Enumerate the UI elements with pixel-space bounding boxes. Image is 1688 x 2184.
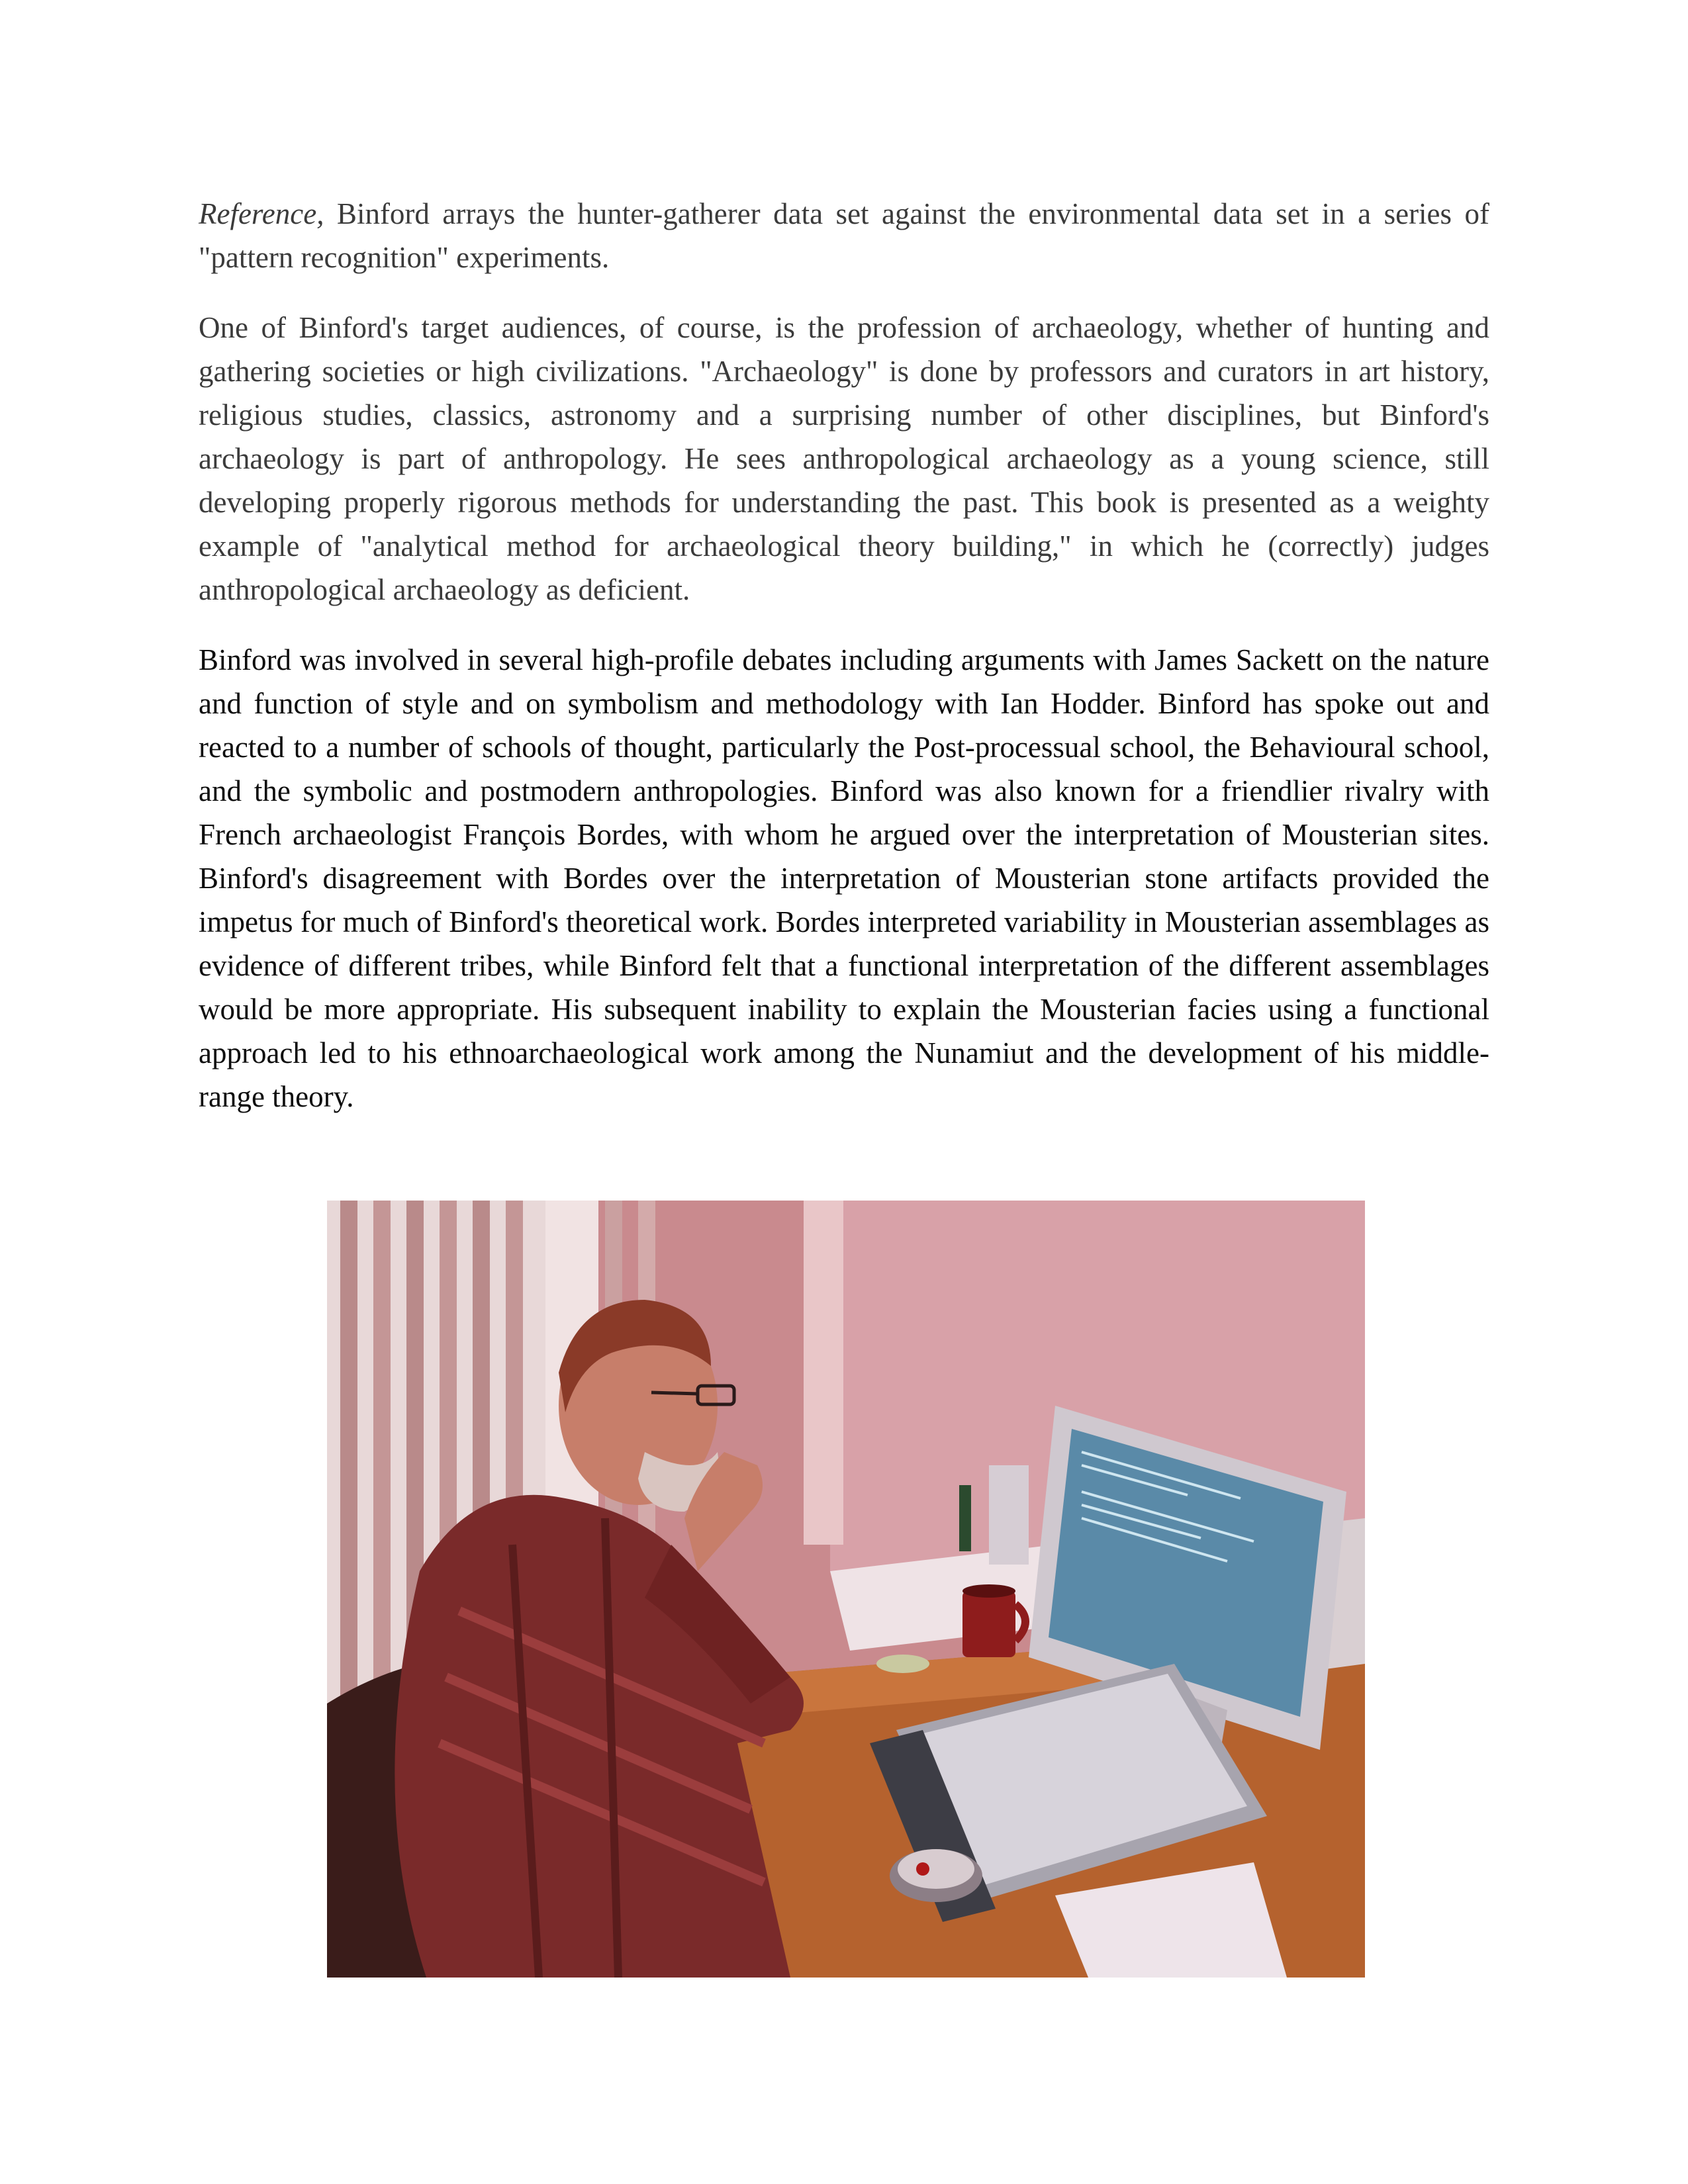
photo-man-at-computer bbox=[327, 1201, 1365, 1978]
bowl bbox=[890, 1849, 982, 1902]
green-device bbox=[959, 1485, 971, 1551]
door-frame bbox=[804, 1201, 843, 1545]
document-body bbox=[199, 192, 1489, 1145]
paragraph-audiences: One of Binford's target audiences, of course, is the profession of archaeology, whether of hunting and gathering societies or high civilizations. "Archaeology" is done by professors and curators in art history, religious studies, classics, astronomy and a surprising number of other disciplines, but Binford's archaeology is part of anthropology. He sees anthropological archaeology as a young science, still developing properly rigorous methods for understanding the past. This book is presented as a weighty example of "analytical method for archaeological theory building," in which he (correctly) judges anthropological archaeology as deficient. bbox=[199, 311, 1489, 606]
italic-lead: Reference, bbox=[199, 197, 324, 230]
paragraph-debates: Binford was involved in several high-profile debates including arguments with James Sackett on the nature and function of style and on symbolism and methodology with Ian Hodder. Binford has spoke out and reacted to a number of schools of thought, particularly the Post-processual school, the Behavioural school, and the symbolic and postmodern anthropologies. Binford was also known for a friendlier rivalry with French archaeologist François Bordes, with whom he argued over the interpretation of Mousterian sites. Binford's disagreement with Bordes over the interpretation of Mousterian stone artifacts provided the impetus for much of Binford's theoretical work. Bordes interpreted variability in Mousterian assemblages as evidence of different tribes, while Binford felt that a functional interpretation of the different assemblages would be more appropriate. His subsequent inability to explain the Mousterian facies using a functional approach led to his ethnoarchaeological work among the Nunamiut and the development of his middle-range theory. bbox=[199, 643, 1489, 1113]
speaker bbox=[989, 1465, 1029, 1565]
disc bbox=[876, 1655, 929, 1673]
paragraph-text: Binford arrays the hunter-gatherer data set against the environmental data set in a series of "pattern recognition" experiments. bbox=[199, 197, 1489, 274]
paragraph-reference bbox=[199, 192, 1489, 279]
photo-illustration bbox=[327, 1201, 1365, 1978]
